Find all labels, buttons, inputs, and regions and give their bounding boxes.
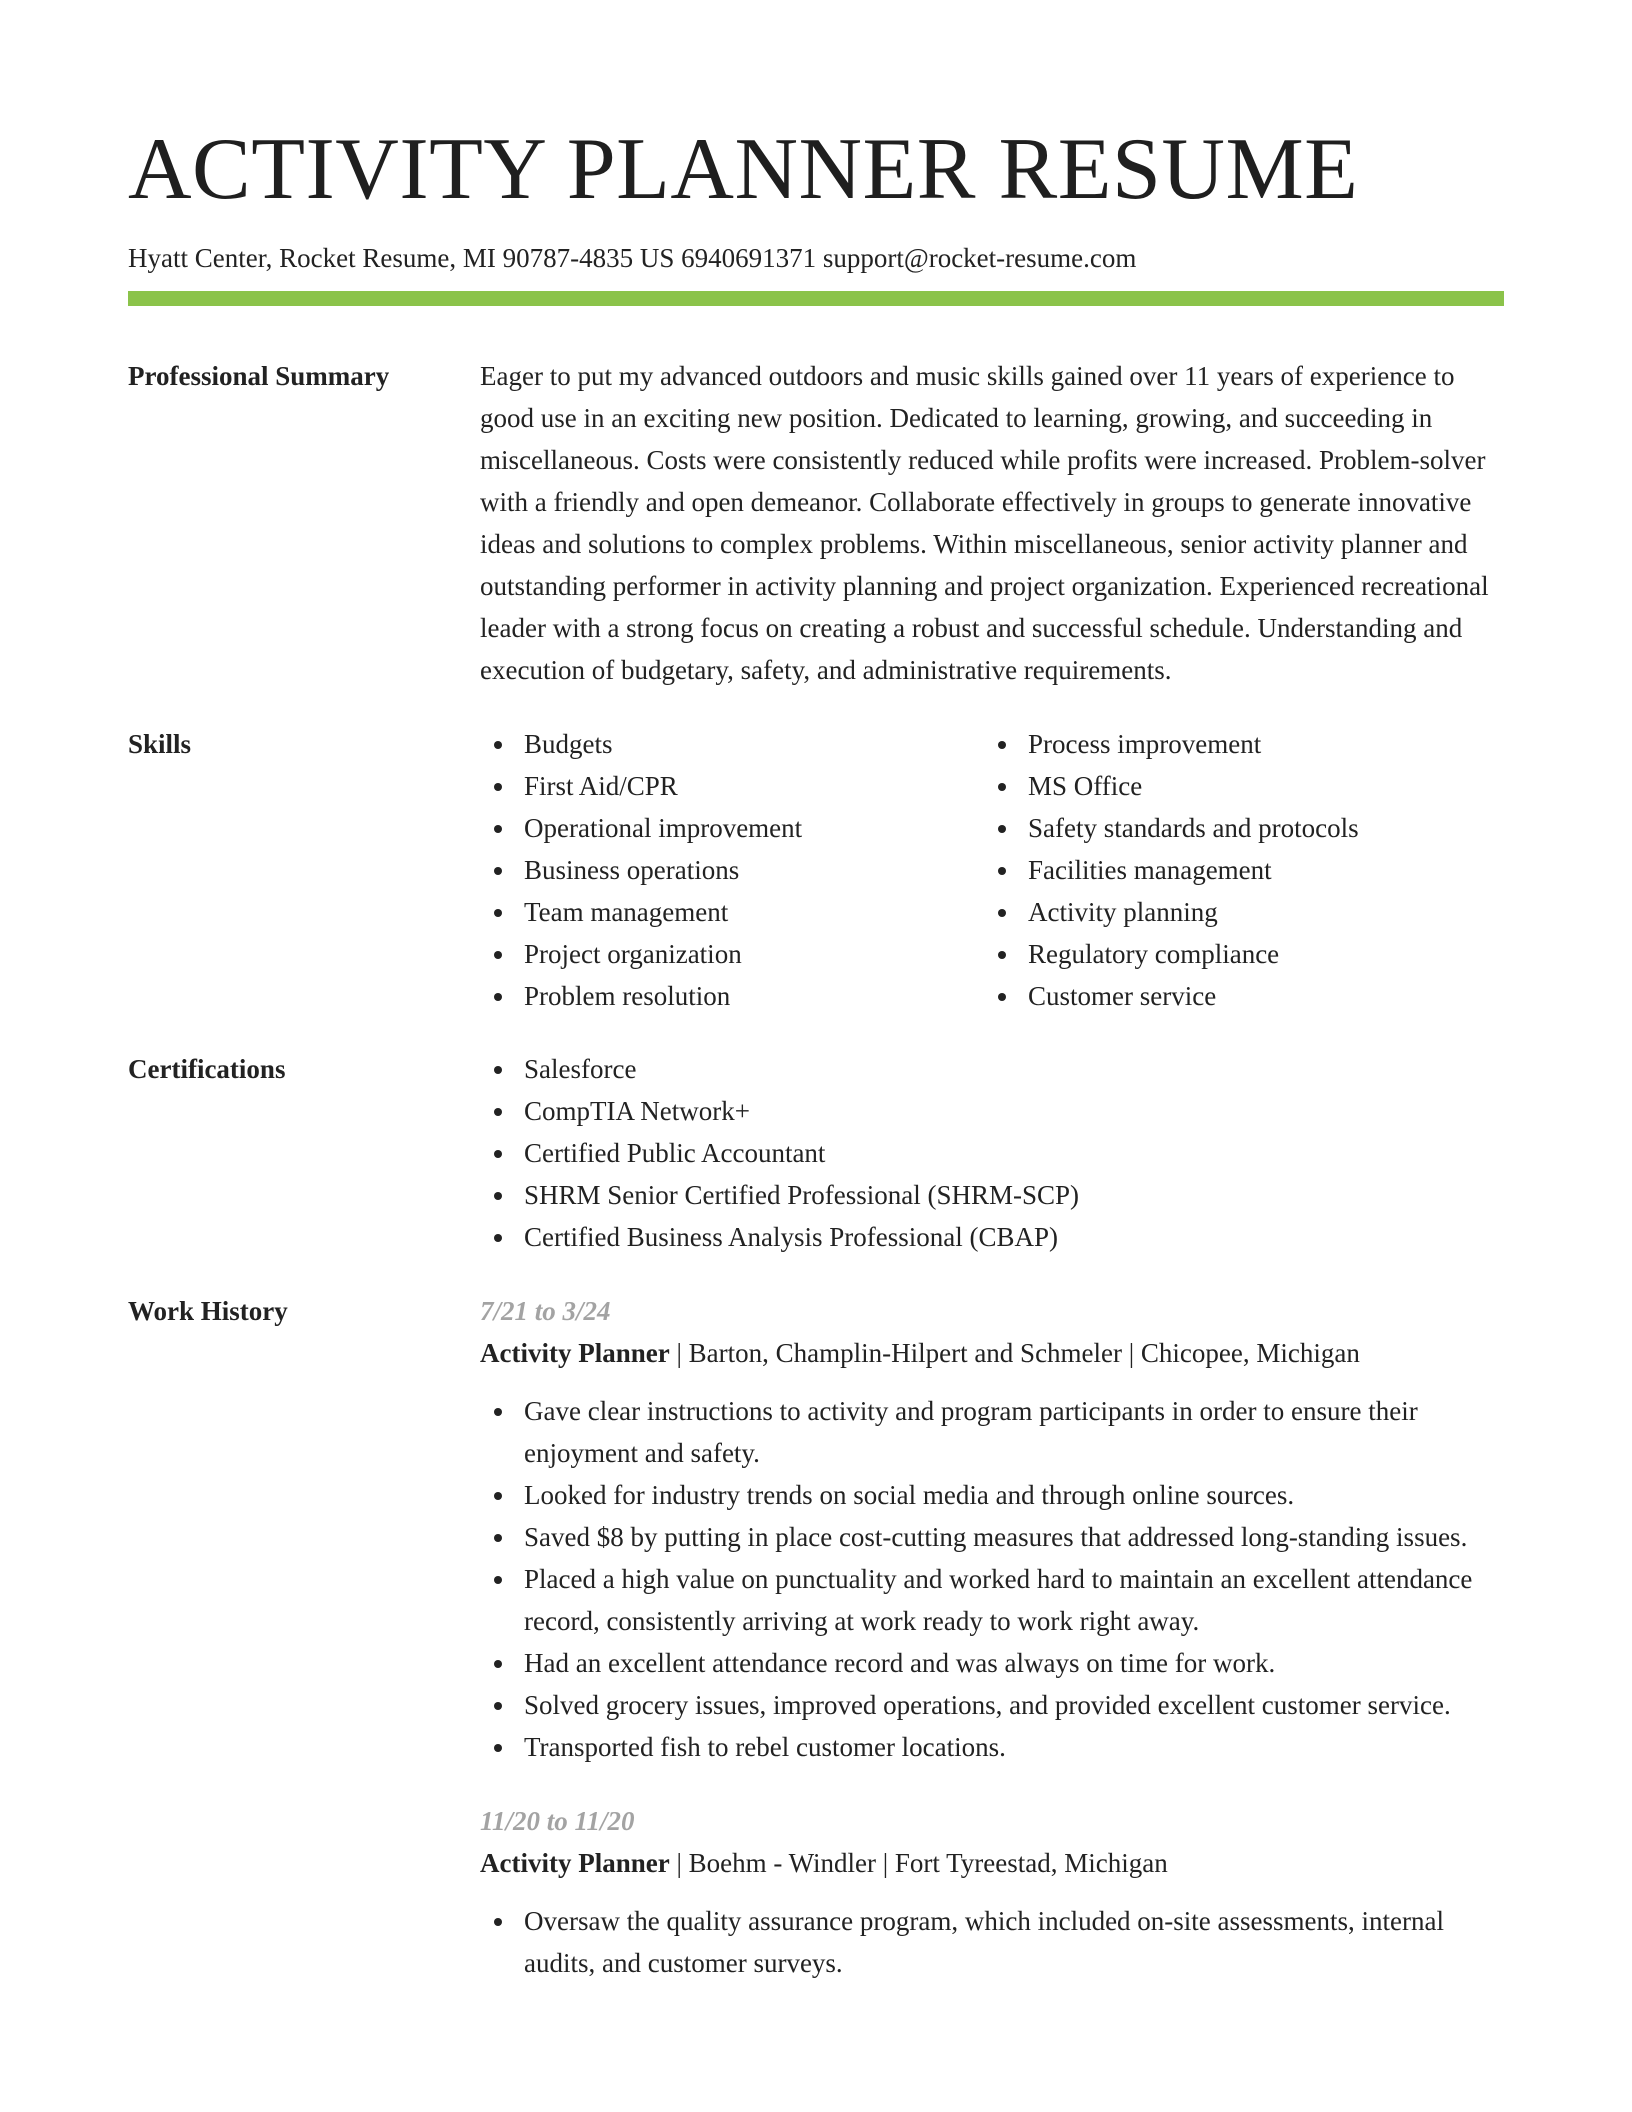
job-details: | Barton, Champlin-Hilpert and Schmeler | Chicopee, Michigan <box>669 1338 1360 1368</box>
list-item: Transported fish to rebel customer locations. <box>480 1726 1504 1768</box>
certifications-list <box>480 1048 1504 1258</box>
list-item: Saved $8 by putting in place cost-cutting measures that addressed long-standing issues. <box>480 1516 1504 1558</box>
list-item: Problem resolution <box>480 975 984 1017</box>
job-heading <box>480 1842 1504 1884</box>
list-item: First Aid/CPR <box>480 765 984 807</box>
list-item: Business operations <box>480 849 984 891</box>
list-item: CompTIA Network+ <box>480 1090 1504 1132</box>
list-item: Activity planning <box>984 891 1488 933</box>
summary-text: Eager to put my advanced outdoors and music skills gained over 11 years of experience to good use in an exciting new position. Dedicated to learning, growing, and succeeding in miscellaneous. Costs were consistently reduced while profits were increased. Problem-solver with a friendly and open demeanor. Collaborate effectively in groups to generate innovative ideas and solutions to complex problems. Within miscellaneous, senior activity planner and outstanding performer in activity planning and project organization. Experienced recreational leader with a strong focus on creating a robust and successful schedule. Understanding and execution of budgetary, safety, and administrative requirements. <box>480 361 1489 685</box>
certifications-body <box>480 1048 1504 1258</box>
section-label-skills: Skills <box>128 729 192 759</box>
resume-page <box>128 118 1504 1984</box>
accent-divider <box>128 291 1504 306</box>
work-history-section <box>128 1290 1504 1984</box>
skills-grid <box>480 723 1504 1017</box>
job-title: Activity Planner <box>480 1848 670 1878</box>
list-item: Operational improvement <box>480 807 984 849</box>
job-bullets <box>480 1900 1504 1984</box>
summary-section <box>128 355 1504 691</box>
work-history-body <box>480 1290 1504 1984</box>
section-label-certifications: Certifications <box>128 1054 286 1084</box>
list-item: Certified Public Accountant <box>480 1132 1504 1174</box>
job-entry <box>480 1800 1504 1984</box>
section-label-summary: Professional Summary <box>128 361 390 391</box>
list-item: Gave clear instructions to activity and program participants in order to ensure their enjoyment and safety. <box>480 1390 1504 1474</box>
job-title: Activity Planner <box>480 1338 670 1368</box>
list-item: Budgets <box>480 723 984 765</box>
skills-list-right <box>984 723 1488 1017</box>
list-item: Oversaw the quality assurance program, which included on-site assessments, internal audits, and customer surveys. <box>480 1900 1504 1984</box>
skills-body <box>480 723 1504 1017</box>
contact-line: Hyatt Center, Rocket Resume, MI 90787-4835 US 6940691371 support@rocket-resume.com <box>128 243 1137 273</box>
list-item: Customer service <box>984 975 1488 1017</box>
job-dates: 7/21 to 3/24 <box>480 1296 611 1326</box>
job-entry <box>480 1290 1504 1768</box>
list-item: Placed a high value on punctuality and worked hard to maintain an excellent attendance record, consistently arriving at work ready to work right away. <box>480 1558 1504 1642</box>
skills-list-left <box>480 723 984 1017</box>
list-item: Safety standards and protocols <box>984 807 1488 849</box>
section-label-work-history: Work History <box>128 1296 288 1326</box>
skills-section <box>128 723 1504 1017</box>
list-item: Salesforce <box>480 1048 1504 1090</box>
list-item: Had an excellent attendance record and was always on time for work. <box>480 1642 1504 1684</box>
list-item: Project organization <box>480 933 984 975</box>
job-heading <box>480 1332 1504 1374</box>
certifications-section <box>128 1048 1504 1258</box>
list-item: Regulatory compliance <box>984 933 1488 975</box>
page-title: ACTIVITY PLANNER RESUME <box>128 121 1359 218</box>
list-item: Certified Business Analysis Professional (CBAP) <box>480 1216 1504 1258</box>
list-item: Solved grocery issues, improved operations, and provided excellent customer service. <box>480 1684 1504 1726</box>
list-item: Process improvement <box>984 723 1488 765</box>
list-item: SHRM Senior Certified Professional (SHRM-SCP) <box>480 1174 1504 1216</box>
list-item: Looked for industry trends on social media and through online sources. <box>480 1474 1504 1516</box>
job-dates: 11/20 to 11/20 <box>480 1806 635 1836</box>
list-item: Team management <box>480 891 984 933</box>
list-item: MS Office <box>984 765 1488 807</box>
list-item: Facilities management <box>984 849 1488 891</box>
job-details: | Boehm - Windler | Fort Tyreestad, Michigan <box>669 1848 1168 1878</box>
job-bullets <box>480 1390 1504 1768</box>
